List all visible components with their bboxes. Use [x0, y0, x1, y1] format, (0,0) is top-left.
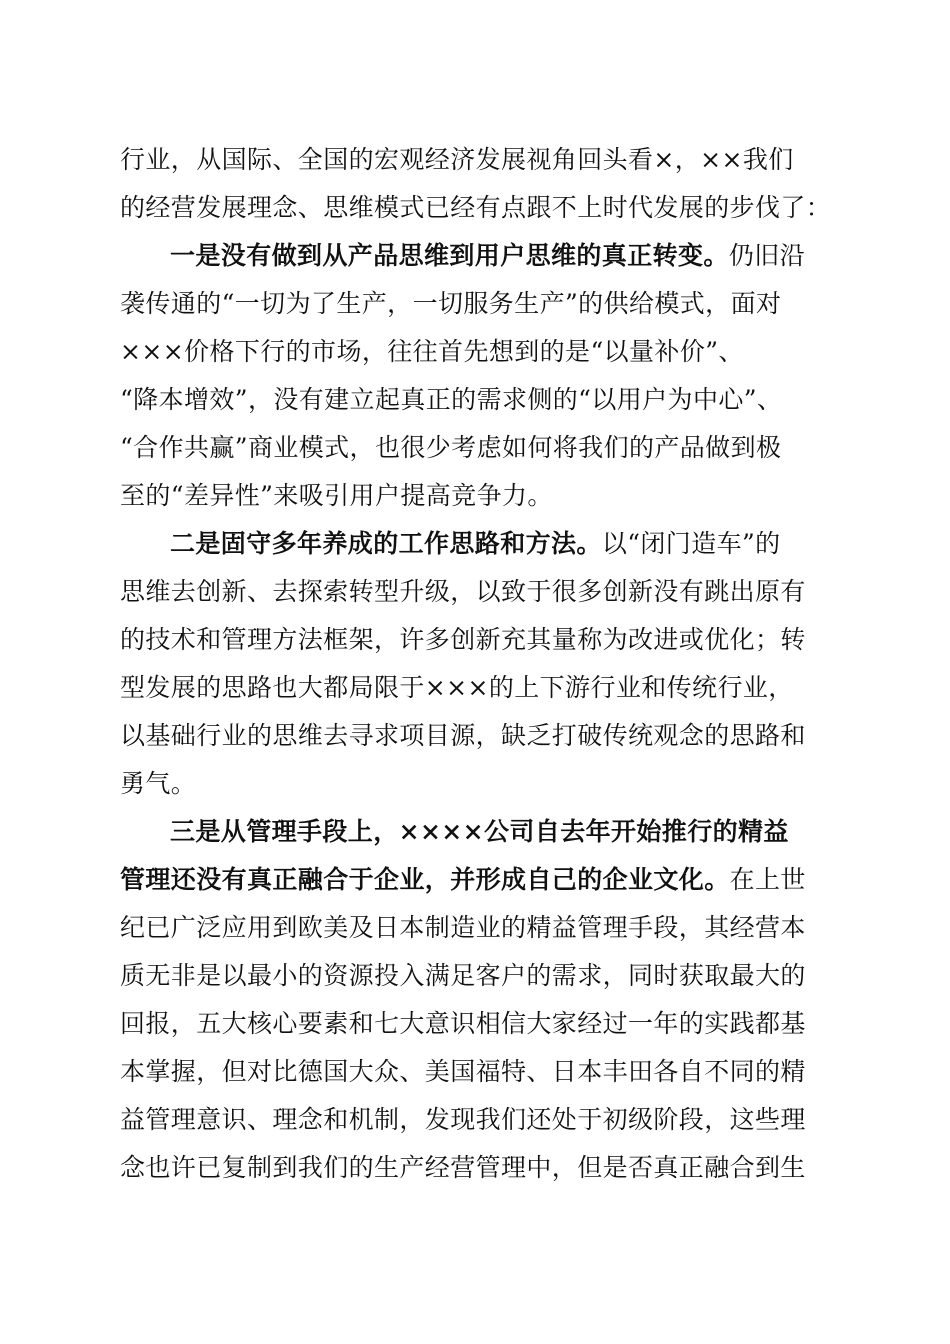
- paragraph-2-first-line: [120, 520, 832, 568]
- paragraph-3-heading-line-2: 管理还没有真正融合于企业，并形成自己的企业文化。: [120, 865, 730, 894]
- text-line: 纪已广泛应用到欧美及日本制造业的精益管理手段，其经营本: [120, 913, 806, 942]
- text-line: 勇气。: [120, 769, 197, 798]
- text-line: 益管理意识、理念和机制，发现我们还处于初级阶段，这些理: [120, 1105, 806, 1134]
- text-line: 本掌握，但对比德国大众、美国福特、日本丰田各自不同的精: [120, 1057, 806, 1086]
- text-line: 至的“差异性”来吸引用户提高竞争力。: [120, 481, 553, 510]
- paragraph-2-heading: 二是固守多年养成的工作思路和方法。: [170, 529, 602, 558]
- text-line: 型发展的思路也大都局限于×××的上下游行业和传统行业，: [120, 673, 794, 702]
- text-line: 的经营发展理念、思维模式已经有点跟不上时代发展的步伐了：: [120, 193, 832, 222]
- text-line: 思维去创新、去探索转型升级，以致于很多创新没有跳出原有: [120, 577, 806, 606]
- paragraph-2: [120, 520, 832, 808]
- text-line: “降本增效”，没有建立起真正的需求侧的“以用户为中心”、: [120, 385, 783, 414]
- paragraph-1-heading: 一是没有做到从产品思维到用户思维的真正转变。: [170, 241, 729, 270]
- document-body: [120, 136, 832, 1192]
- paragraph-3-second-line: [120, 856, 832, 904]
- text-line: 念也许已复制到我们的生产经营管理中，但是否真正融合到生: [120, 1153, 806, 1182]
- paragraph-2-heading-tail: 以“闭门造车”的: [601, 529, 781, 558]
- paragraph-1-heading-tail: 仍旧沿: [728, 241, 806, 270]
- paragraph-intro: [120, 136, 832, 232]
- text-line: 的技术和管理方法框架，许多创新充其量称为改进或优化；转: [120, 625, 806, 654]
- paragraph-3-heading-tail: 在上世: [729, 865, 806, 894]
- text-line: 行业，从国际、全国的宏观经济发展视角回头看×，××我们: [120, 145, 794, 174]
- text-line: 以基础行业的思维去寻求项目源，缺乏打破传统观念的思路和: [120, 721, 806, 750]
- text-line: 回报，五大核心要素和七大意识相信大家经过一年的实践都基: [120, 1009, 806, 1038]
- paragraph-3: [120, 808, 832, 1192]
- paragraph-1-first-line: [120, 232, 832, 280]
- paragraph-1: [120, 232, 832, 520]
- text-line: “合作共赢”商业模式，也很少考虑如何将我们的产品做到极: [120, 433, 782, 462]
- paragraph-3-heading-line-1: 三是从管理手段上，××××公司自去年开始推行的精益: [170, 817, 789, 846]
- text-line: 袭传通的“一切为了生产，一切服务生产”的供给模式，面对: [120, 289, 782, 318]
- text-line: 质无非是以最小的资源投入满足客户的需求，同时获取最大的: [120, 961, 806, 990]
- text-line: ×××价格下行的市场，往往首先想到的是“以量补价”、: [120, 337, 744, 366]
